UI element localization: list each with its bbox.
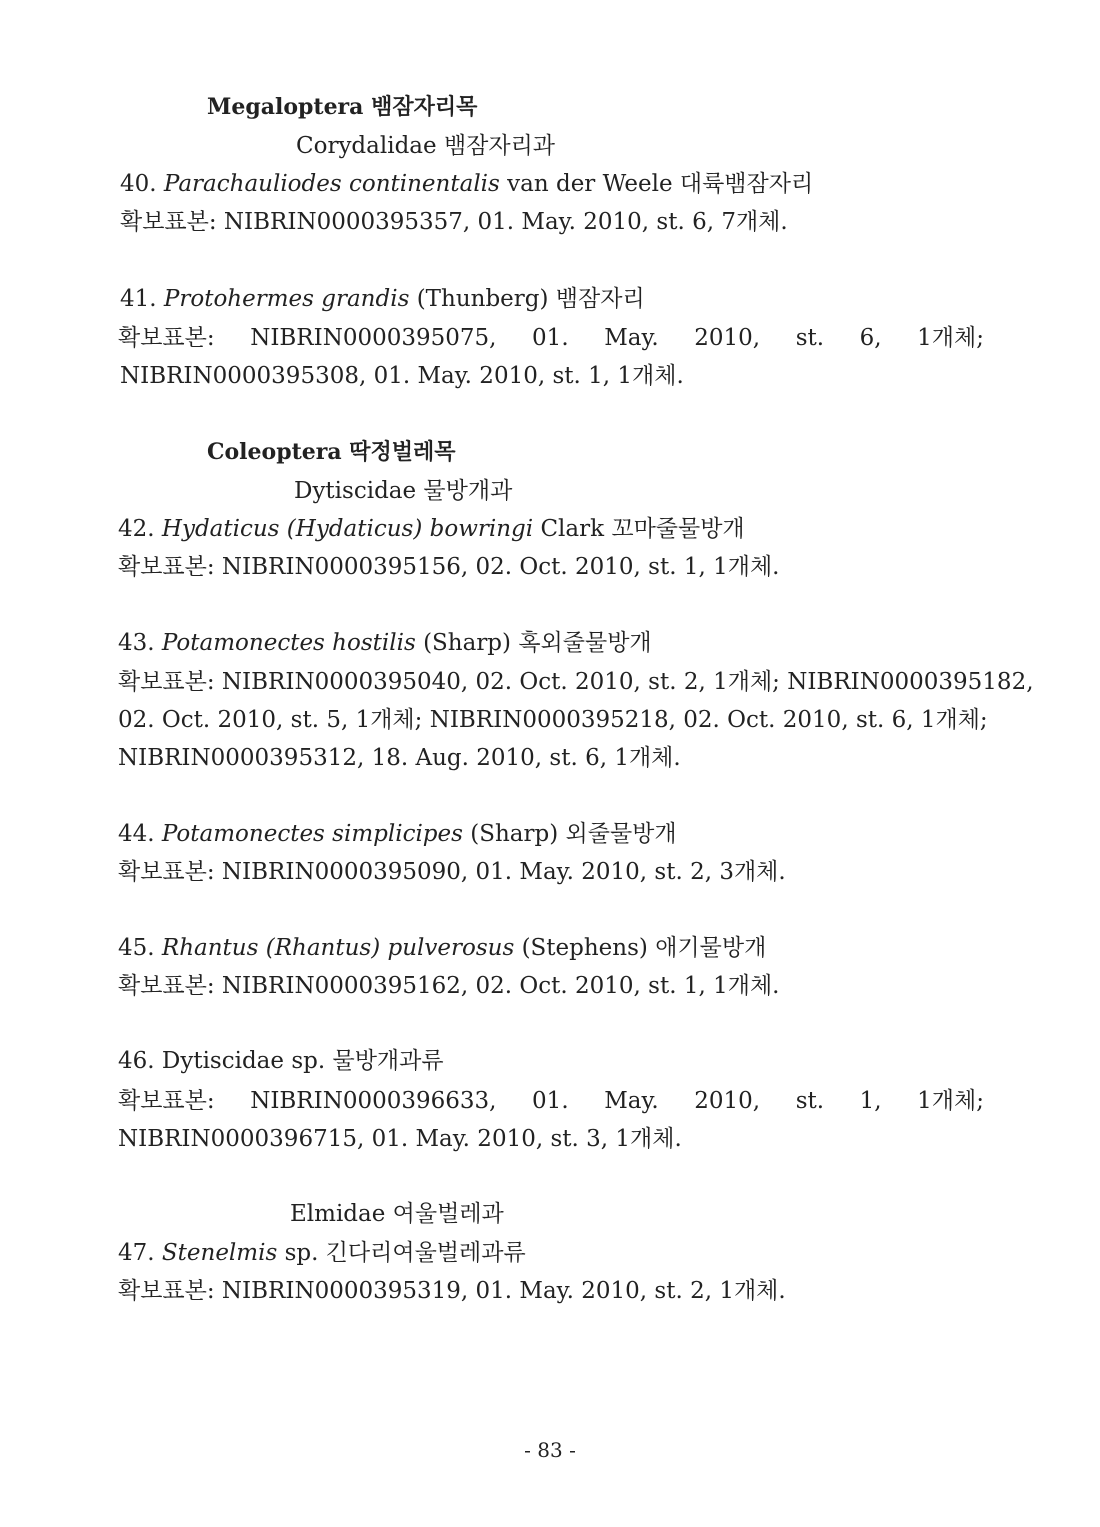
species-author-korean-name: (Sharp) 외줄물방개 <box>470 821 677 847</box>
specimen-token: NIBRIN0000396633, <box>250 1088 497 1114</box>
species-scientific-name: Potamonectes hostilis <box>161 630 416 656</box>
species-entry-41 <box>120 284 645 314</box>
species-number: 46. <box>118 1048 155 1074</box>
species-scientific-name: Parachauliodes continentalis <box>163 171 500 197</box>
specimen-record: 확보표본: NIBRIN0000395156, 02. Oct. 2010, st. 1, 1개체. <box>118 554 780 580</box>
species-number: 43. <box>118 630 155 656</box>
specimen-token: st. <box>795 325 825 351</box>
specimen-record-justified <box>118 323 984 353</box>
species-name-korean-name: Dytiscidae sp. 물방개과류 <box>161 1048 444 1074</box>
species-author-korean-name: van der Weele 대륙뱀잠자리 <box>507 171 814 197</box>
species-number: 47. <box>118 1240 155 1266</box>
species-scientific-name: Protohermes grandis <box>163 286 410 312</box>
species-scientific-name: Stenelmis <box>161 1240 278 1266</box>
species-scientific-name: Potamonectes simplicipes <box>161 821 463 847</box>
family-heading-dytiscidae: Dytiscidae 물방개과 <box>294 478 513 504</box>
order-heading-coleoptera: Coleoptera 딱정벌레목 <box>207 439 456 465</box>
specimen-record: 확보표본: NIBRIN0000395090, 01. May. 2010, st. 2, 3개체. <box>118 859 786 885</box>
species-number: 45. <box>118 935 155 961</box>
specimen-record-justified <box>118 1086 984 1116</box>
species-entry-43 <box>118 628 652 658</box>
species-author-korean-name: Clark 꼬마줄물방개 <box>540 516 745 542</box>
specimen-token: 2010, <box>694 1088 761 1114</box>
specimen-token: May. <box>604 1088 659 1114</box>
specimen-token: 확보표본: <box>118 325 215 351</box>
family-heading-corydalidae: Corydalidae 뱀잠자리과 <box>296 133 556 159</box>
species-entry-42 <box>118 514 745 544</box>
species-scientific-name: Hydaticus (Hydaticus) bowringi <box>161 516 534 542</box>
specimen-token: st. <box>795 1088 825 1114</box>
specimen-record: 확보표본: NIBRIN0000395319, 01. May. 2010, st. 2, 1개체. <box>118 1278 786 1304</box>
specimen-token: 1개체; <box>917 1088 984 1114</box>
family-heading-elmidae: Elmidae 여울벌레과 <box>290 1201 504 1227</box>
specimen-token: 1, <box>859 1088 882 1114</box>
specimen-token: 확보표본: <box>118 1088 215 1114</box>
species-entry-46 <box>118 1046 444 1076</box>
species-author-korean-name: (Stephens) 애기물방개 <box>521 935 767 961</box>
species-author-korean-name: (Thunberg) 뱀잠자리 <box>416 286 645 312</box>
specimen-record-continued: NIBRIN0000396715, 01. May. 2010, st. 3, 1개체. <box>118 1126 682 1152</box>
specimen-token: NIBRIN0000395075, <box>250 325 497 351</box>
species-number: 40. <box>120 171 157 197</box>
specimen-record-line-2: 02. Oct. 2010, st. 5, 1개체; NIBRIN0000395218, 02. Oct. 2010, st. 6, 1개체; <box>118 707 988 733</box>
species-number: 41. <box>120 286 157 312</box>
species-entry-40 <box>120 169 813 199</box>
specimen-record-line-1: 확보표본: NIBRIN0000395040, 02. Oct. 2010, st. 2, 1개체; NIBRIN0000395182, <box>118 669 1034 695</box>
species-entry-44 <box>118 819 677 849</box>
specimen-record: 확보표본: NIBRIN0000395162, 02. Oct. 2010, st. 1, 1개체. <box>118 973 780 999</box>
specimen-token: 6, <box>859 325 882 351</box>
specimen-record-line-3: NIBRIN0000395312, 18. Aug. 2010, st. 6, 1개체. <box>118 745 681 771</box>
species-author-korean-name: sp. 긴다리여울벌레과류 <box>284 1240 526 1266</box>
specimen-token: 01. <box>532 1088 569 1114</box>
page-number: - 83 - <box>524 1438 576 1462</box>
species-scientific-name: Rhantus (Rhantus) pulverosus <box>161 935 515 961</box>
species-entry-45 <box>118 933 766 963</box>
specimen-record: 확보표본: NIBRIN0000395357, 01. May. 2010, st. 6, 7개체. <box>120 209 788 235</box>
species-entry-47 <box>118 1238 526 1268</box>
species-author-korean-name: (Sharp) 혹외줄물방개 <box>423 630 652 656</box>
specimen-record-continued: NIBRIN0000395308, 01. May. 2010, st. 1, 1개체. <box>120 363 684 389</box>
specimen-token: 1개체; <box>917 325 984 351</box>
specimen-token: May. <box>604 325 659 351</box>
species-number: 44. <box>118 821 155 847</box>
specimen-token: 2010, <box>694 325 761 351</box>
specimen-token: 01. <box>532 325 569 351</box>
species-number: 42. <box>118 516 155 542</box>
order-heading-megaloptera: Megaloptera 뱀잠자리목 <box>207 94 478 120</box>
